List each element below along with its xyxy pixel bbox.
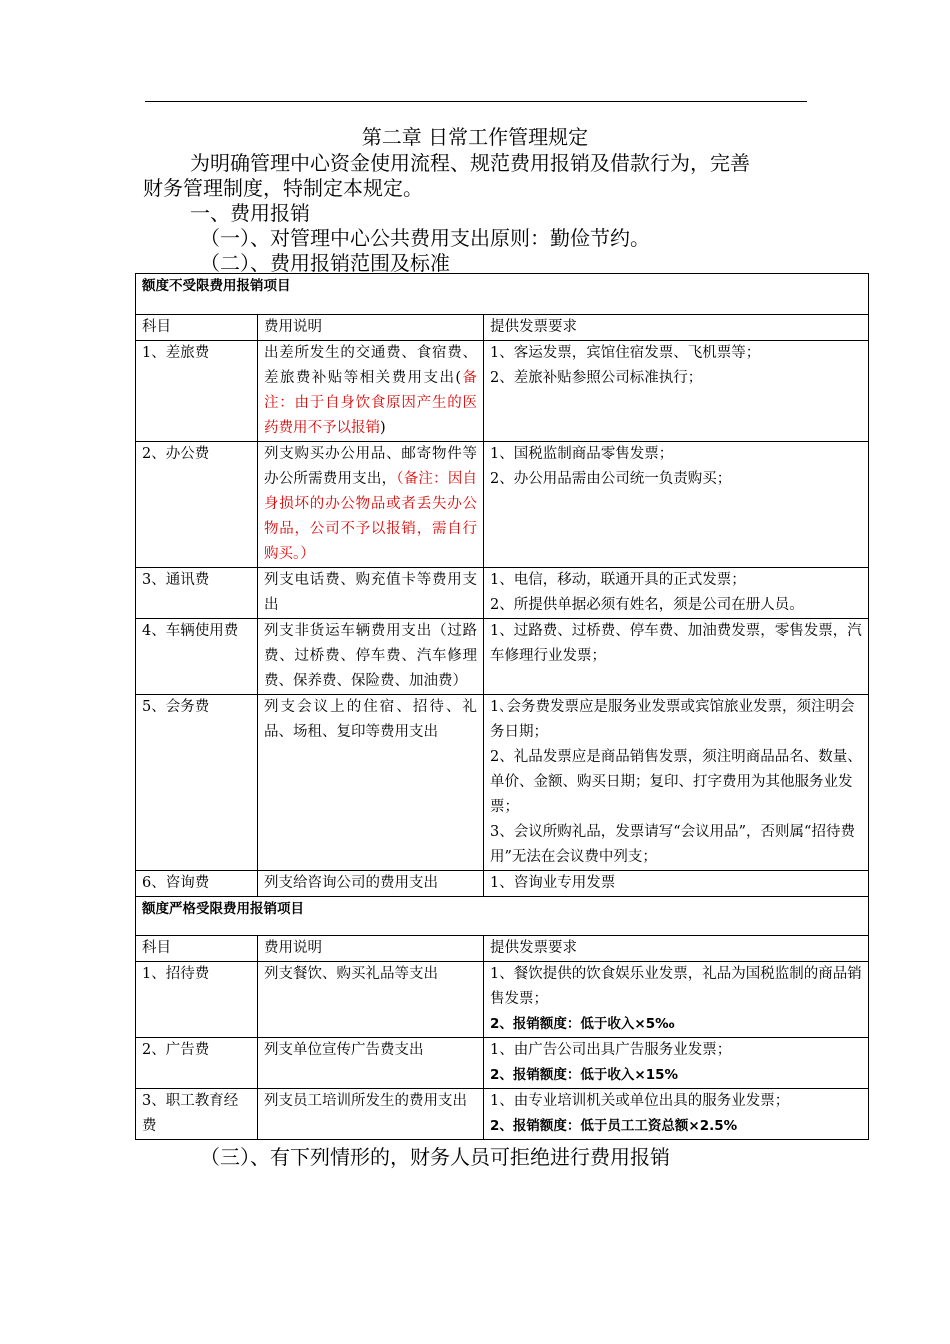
column-header-row xyxy=(136,315,869,341)
table-row xyxy=(136,619,869,695)
chapter-title: 第二章 日常工作管理规定 xyxy=(361,125,589,149)
expense-table xyxy=(135,273,869,1140)
col-header-subject: 科目 xyxy=(136,936,258,962)
invoice-line: 1、客运发票，宾馆住宿发票、飞机票等； xyxy=(490,345,761,361)
invoice-line: 1、电信，移动，联通开具的正式发票； xyxy=(490,572,746,588)
row-desc: 列支餐饮、购买礼品等支出 xyxy=(258,962,484,1038)
section-a-title: 额度不受限费用报销项目 xyxy=(136,274,869,315)
row-desc: 列支电话费、购充值卡等费用支出 xyxy=(258,568,484,619)
invoice-line: 2、差旅补贴参照公司标准执行； xyxy=(490,370,703,386)
row-subject: 3、职工教育经费 xyxy=(136,1089,258,1140)
intro-paragraph-line-2: 财务管理制度，特制定本规定。 xyxy=(143,176,423,200)
invoice-line: 3、会议所购礼品，发票请写“会议用品”，否则属“招待费用”无法在会议费中列支； xyxy=(490,824,855,865)
col-header-invoice: 提供发票要求 xyxy=(484,936,869,962)
header-rule xyxy=(145,101,807,102)
row-invoice xyxy=(484,695,869,871)
desc-note: 备注：由于自身饮食原因产生的医药费用不予以报销 xyxy=(264,370,478,436)
column-header-row xyxy=(136,936,869,962)
row-desc: 列支会议上的住宿、招待、礼品、场租、复印等费用支出 xyxy=(258,695,484,871)
row-subject: 5、会务费 xyxy=(136,695,258,871)
table-row xyxy=(136,1089,869,1140)
row-desc: 列支给咨询公司的费用支出 xyxy=(258,871,484,897)
row-invoice xyxy=(484,341,869,442)
section-heading-expense: 一、费用报销 xyxy=(190,201,310,225)
row-subject: 1、招待费 xyxy=(136,962,258,1038)
invoice-line: 1、咨询业专用发票 xyxy=(490,875,616,891)
invoice-line: 1、国税监制商品零售发票； xyxy=(490,446,674,462)
row-desc: 列支非货运车辆费用支出（过路费、过桥费、停车费、汽车修理费、保养费、保险费、加油费） xyxy=(258,619,484,695)
row-desc: 列支单位宣传广告费支出 xyxy=(258,1038,484,1089)
row-desc xyxy=(258,442,484,568)
col-header-desc: 费用说明 xyxy=(258,315,484,341)
invoice-line: 2、办公用品需由公司统一负责购买； xyxy=(490,471,732,487)
quota-line: 2、报销额度：低于收入×5‰ xyxy=(490,1016,675,1032)
section-a-header-row xyxy=(136,274,869,315)
subsection-principle: （一）、对管理中心公共费用支出原则：勤俭节约。 xyxy=(200,226,650,250)
section-b-header-row xyxy=(136,897,869,936)
table-row xyxy=(136,695,869,871)
table-row xyxy=(136,962,869,1038)
invoice-line: 2、礼品发票应是商品销售发票，须注明商品品名、数量、单价、金额、购买日期；复印、打字费用为其他服务业发票； xyxy=(490,749,862,815)
col-header-invoice: 提供发票要求 xyxy=(484,315,869,341)
row-invoice xyxy=(484,871,869,897)
row-invoice xyxy=(484,619,869,695)
col-header-subject: 科目 xyxy=(136,315,258,341)
invoice-line: 1、过路费、过桥费、停车费、加油费发票，零售发票，汽车修理行业发票； xyxy=(490,623,862,664)
row-invoice xyxy=(484,1038,869,1089)
row-subject: 3、通讯费 xyxy=(136,568,258,619)
table-row xyxy=(136,568,869,619)
row-desc: 列支员工培训所发生的费用支出 xyxy=(258,1089,484,1140)
row-subject: 2、广告费 xyxy=(136,1038,258,1089)
quota-line: 2、报销额度：低于员工工资总额×2.5% xyxy=(490,1118,738,1134)
col-header-desc: 费用说明 xyxy=(258,936,484,962)
row-subject: 4、车辆使用费 xyxy=(136,619,258,695)
row-desc xyxy=(258,341,484,442)
table-row xyxy=(136,442,869,568)
invoice-line: 1、由广告公司出具广告服务业发票； xyxy=(490,1042,732,1058)
quota-line: 2、报销额度：低于收入×15% xyxy=(490,1067,679,1083)
table-row xyxy=(136,871,869,897)
row-invoice xyxy=(484,1089,869,1140)
intro-paragraph-line-1: 为明确管理中心资金使用流程、规范费用报销及借款行为，完善 xyxy=(190,151,750,175)
subsection-scope: （二）、费用报销范围及标准 xyxy=(200,251,450,275)
row-subject: 6、咨询费 xyxy=(136,871,258,897)
table-row xyxy=(136,1038,869,1089)
row-invoice xyxy=(484,962,869,1038)
invoice-line: 1、由专业培训机关或单位出具的服务业发票； xyxy=(490,1093,790,1109)
desc-text: 出差所发生的交通费、食宿费、差旅费补贴等相关费用支出( xyxy=(264,345,477,386)
section-b-title: 额度严格受限费用报销项目 xyxy=(136,897,869,936)
row-subject: 1、差旅费 xyxy=(136,341,258,442)
row-invoice xyxy=(484,568,869,619)
desc-note: （备注：因自身损坏的办公物品或者丢失办公物品，公司不予以报销，需自行购买。） xyxy=(264,471,478,562)
table-row xyxy=(136,341,869,442)
desc-end: ) xyxy=(380,420,386,436)
subsection-refusal: （三）、有下列情形的，财务人员可拒绝进行费用报销 xyxy=(200,1145,670,1169)
row-invoice xyxy=(484,442,869,568)
desc-text: 列支购买办公用品、邮寄物件等办公所需费用支出， xyxy=(264,446,477,487)
row-subject: 2、办公费 xyxy=(136,442,258,568)
invoice-line: 1､会务费发票应是服务业发票或宾馆旅业发票，须注明会务日期； xyxy=(490,699,855,740)
invoice-line: 1、餐饮提供的饮食娱乐业发票，礼品为国税监制的商品销售发票； xyxy=(490,966,862,1007)
invoice-line: 2、所提供单据必须有姓名，须是公司在册人员。 xyxy=(490,597,804,613)
